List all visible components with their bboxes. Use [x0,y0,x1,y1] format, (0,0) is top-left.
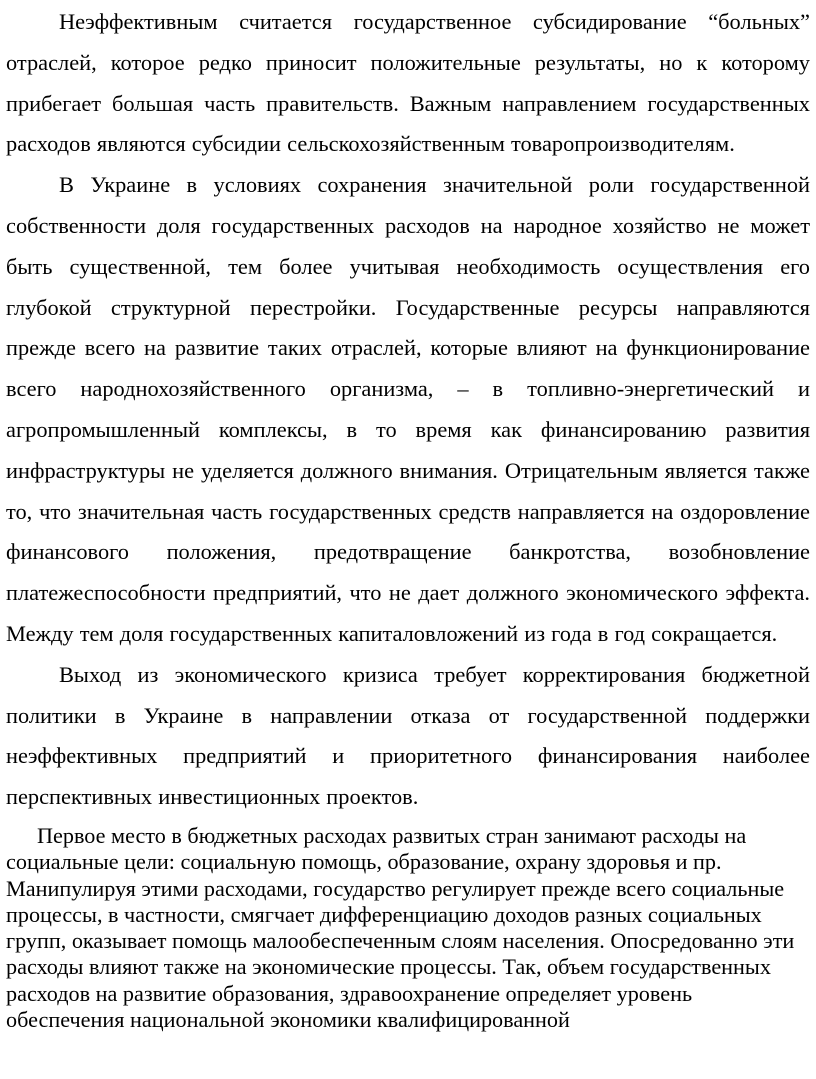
paragraph-subsidies: Неэффективным считается государственное субсидирование “больных” отраслей, которое редко приносит положительные результаты, но к которому прибегает большая часть правительств. Важным направлением государственных расходов являются субсидии сельскохозяйственным товаропроизводителям. [6,9,810,157]
paragraph-social-expenditures: Первое место в бюджетных расходах развитых стран занимают расходы на социальные цели: социальную помощь, образование, охрану здоровья и пр. Манипулируя этими расходами, государство регулирует прежде всего социальные процессы, в частности, смягчает дифференциацию доходов разных социальных групп, оказывает помощь малообеспеченным слоям населения. Опосредованно эти расходы влияют также на экономические процессы. Так, объем государственных расходов на развитие образования, здравоохранение определяет уровень обеспечения национальной экономики квалифицированной [6,822,795,1033]
paragraph-ukraine-state-expenditures: В Украине в условиях сохранения значительной роли государственной собственности доля государственных расходов на народное хозяйство не может быть существенной, тем более учитывая необходимость осуществления его глубокой структурной перестройки. Государственные ресурсы направляются прежде всего на развитие таких отраслей, которые влияют на функционирование всего народнохозяйственного организма, – в топливно-энергетический и агропромышленный комплексы, в то время как финансированию развития инфраструктуры не уделяется должного внимания. Отрицательным является также то, что значительная часть государственных средств направляется на оздоровление финансового положения, предотвращение банкротства, возобновление платежеспособности предприятий, что не дает должного экономического эффекта. Между тем доля государственных капиталовложений из года в год сокращается. [6,172,810,646]
paragraph-budget-policy: Выход из экономического кризиса требует корректирования бюджетной политики в Украине в направлении отказа от государственной поддержки неэффективных предприятий и приоритетного финансирования наиболее перспективных инвестиционных проектов. [6,661,810,810]
